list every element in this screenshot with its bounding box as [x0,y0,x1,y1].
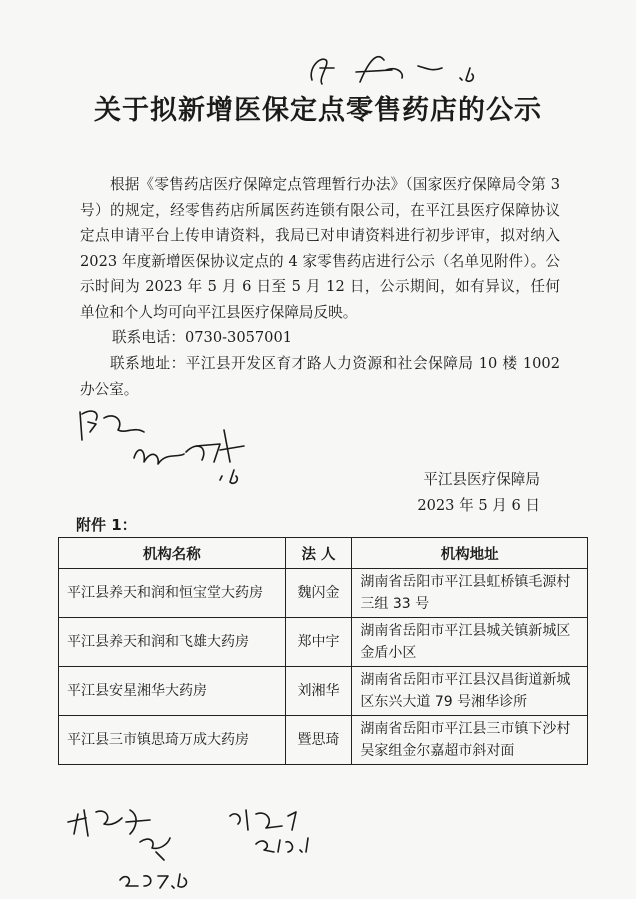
middle-handwritten-signature [74,400,264,490]
pharmacy-address: 湖南省岳阳市平江县汉昌街道新城区东兴大道 79 号湘华诊所 [352,667,588,716]
pharmacy-address: 湖南省岳阳市平江县城关镇新城区金盾小区 [352,618,588,667]
header-person: 法 人 [285,538,352,569]
table-row [59,569,588,618]
legal-person: 刘湘华 [285,667,352,716]
legal-person: 魏闪金 [285,569,352,618]
table-row [59,716,588,765]
bottom-handwritten-signatures [60,800,360,895]
contact-phone: 联系电话：0730-3057001 [112,329,293,346]
pharmacy-name: 平江县养天和润和恒宝堂大药房 [59,569,286,618]
legal-person: 郑中宇 [285,618,352,667]
page-title: 关于拟新增医保定点零售药店的公示 [94,95,542,126]
attachment-label: 附件 1： [76,516,137,534]
header-name: 机构名称 [59,538,286,569]
table-row [59,667,588,716]
pharmacy-table [58,537,588,765]
pharmacy-name: 平江县三市镇思琦万成大药房 [59,716,286,765]
table-header-row [59,538,588,569]
legal-person: 暨思琦 [285,716,352,765]
issuer-organization: 平江县医疗保障局 [423,471,540,488]
pharmacy-address: 湖南省岳阳市平江县三市镇下沙村吴家组金尔嘉超市斜对面 [352,716,588,765]
pharmacy-name: 平江县养天和润和飞雄大药房 [59,618,286,667]
pharmacy-address: 湖南省岳阳市平江县虹桥镇毛源村三组 33 号 [352,569,588,618]
issue-date: 2023 年 5 月 6 日 [417,497,540,514]
contact-address: 联系地址：平江县开发区育才路人力资源和社会保障局 10 楼 1002 办公室。 [80,355,560,398]
pharmacy-name: 平江县安星湘华大药房 [59,667,286,716]
table-row [59,618,588,667]
header-address: 机构地址 [352,538,588,569]
body-paragraph-notice: 根据《零售药店医疗保障定点管理暂行办法》（国家医疗保障局令第 3 号）的规定，经零售药店所属医药连锁有限公司，在平江县医疗保障协议定点申请平台上传申请资料，我局已对申请资料进行初步评审，拟对纳入 2023 年度新增医保协议定点的 4 家零售药店进行公示（名单见附件）。公示时间为 2023 年 5 月 6 日至 5 月 12 日，公示期间，如有异议，任何单位和个人均可向平江县医疗保障局反映。 [80,176,560,321]
